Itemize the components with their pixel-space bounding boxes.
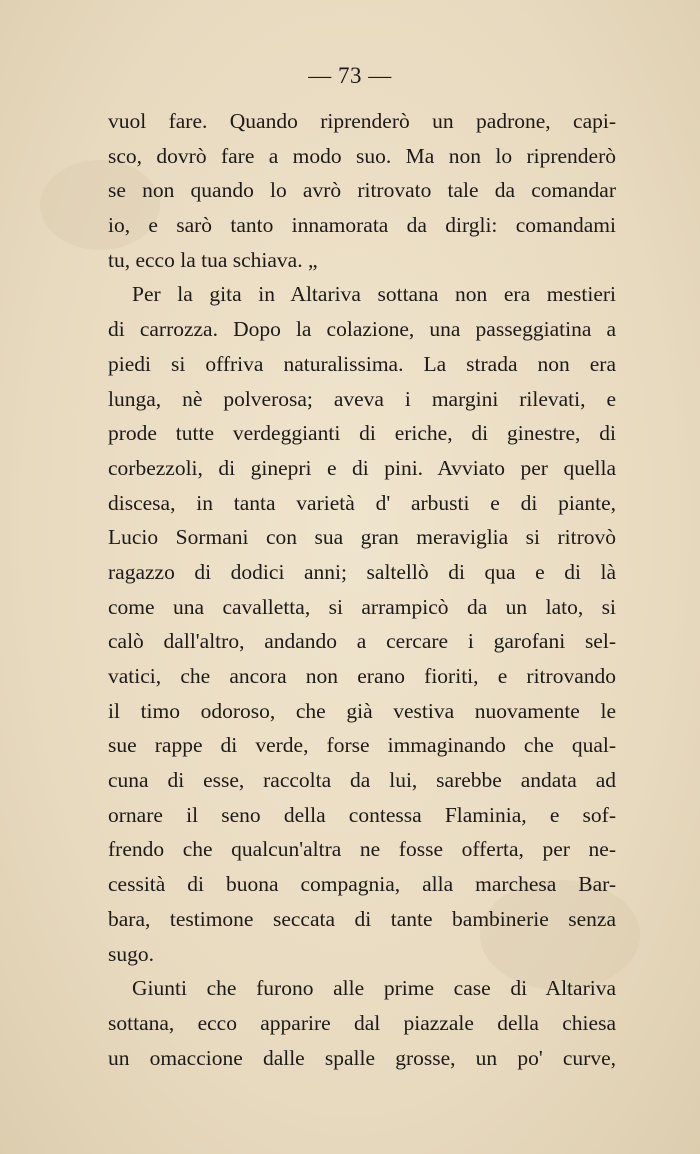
text-line: il timo odoroso, che già vestiva nuovamente le [108,698,616,723]
text-line: Giunti che furono alle prime case di Altariva [132,976,616,1001]
text-line: bara, testimone seccata di tante bambinerie senza [108,906,616,931]
text-line: piedi si offriva naturalissima. La strada non era [108,351,616,376]
text-line: calò dall'altro, andando a cercare i garofani sel- [108,629,616,654]
text-line: Lucio Sormani con sua gran meraviglia si ritrovò [108,525,616,550]
text-line: sugo. [108,941,154,966]
text-line: lunga, nè polverosa; aveva i margini rilevati, e [108,386,616,411]
text-line: ragazzo di dodici anni; saltellò di qua e di là [108,559,616,584]
text-line: discesa, in tanta varietà d' arbusti e di piante, [108,490,616,515]
text-line: vatici, che ancora non erano fioriti, e ritrovando [108,664,616,688]
text-line: sue rappe di verde, forse immaginando che qual- [108,733,616,758]
text-line: corbezzoli, di ginepri e di pini. Avviato per quella [108,455,616,480]
text-line: Per la gita in Altariva sottana non era mestieri [132,282,616,307]
text-line: frendo che qualcun'altra ne fosse offerta, per ne- [108,837,616,862]
text-line: tu, ecco la tua schiava. „ [108,247,318,272]
text-line: un omaccione dalle spalle grosse, un po' curve, [108,1045,616,1070]
text-line: come una cavalletta, si arrampicò da un lato, si [108,594,616,619]
text-line: vuol fare. Quando riprenderò un padrone, capi- [108,109,616,133]
text-line: se non quando lo avrò ritrovato tale da comandar [108,178,616,203]
text-line: di carrozza. Dopo la colazione, una passeggiatina a [108,317,616,342]
text-line: sco, dovrò fare a modo suo. Ma non lo riprenderò [108,143,616,168]
text-line: cessità di buona compagnia, alla marchesa Bar- [108,872,616,897]
text-line: prode tutte verdeggianti di eriche, di ginestre, di [108,421,616,446]
text-line: sottana, ecco apparire dal piazzale della chiesa [108,1010,616,1035]
text-line: cuna di esse, raccolta da lui, sarebbe andata ad [108,768,616,793]
page-number: — 73 — [308,63,392,88]
text-line: ornare il seno della contessa Flaminia, e sof- [108,802,616,827]
text-line: io, e sarò tanto innamorata da dirgli: comandami [108,213,616,238]
body-text [108,104,616,1075]
